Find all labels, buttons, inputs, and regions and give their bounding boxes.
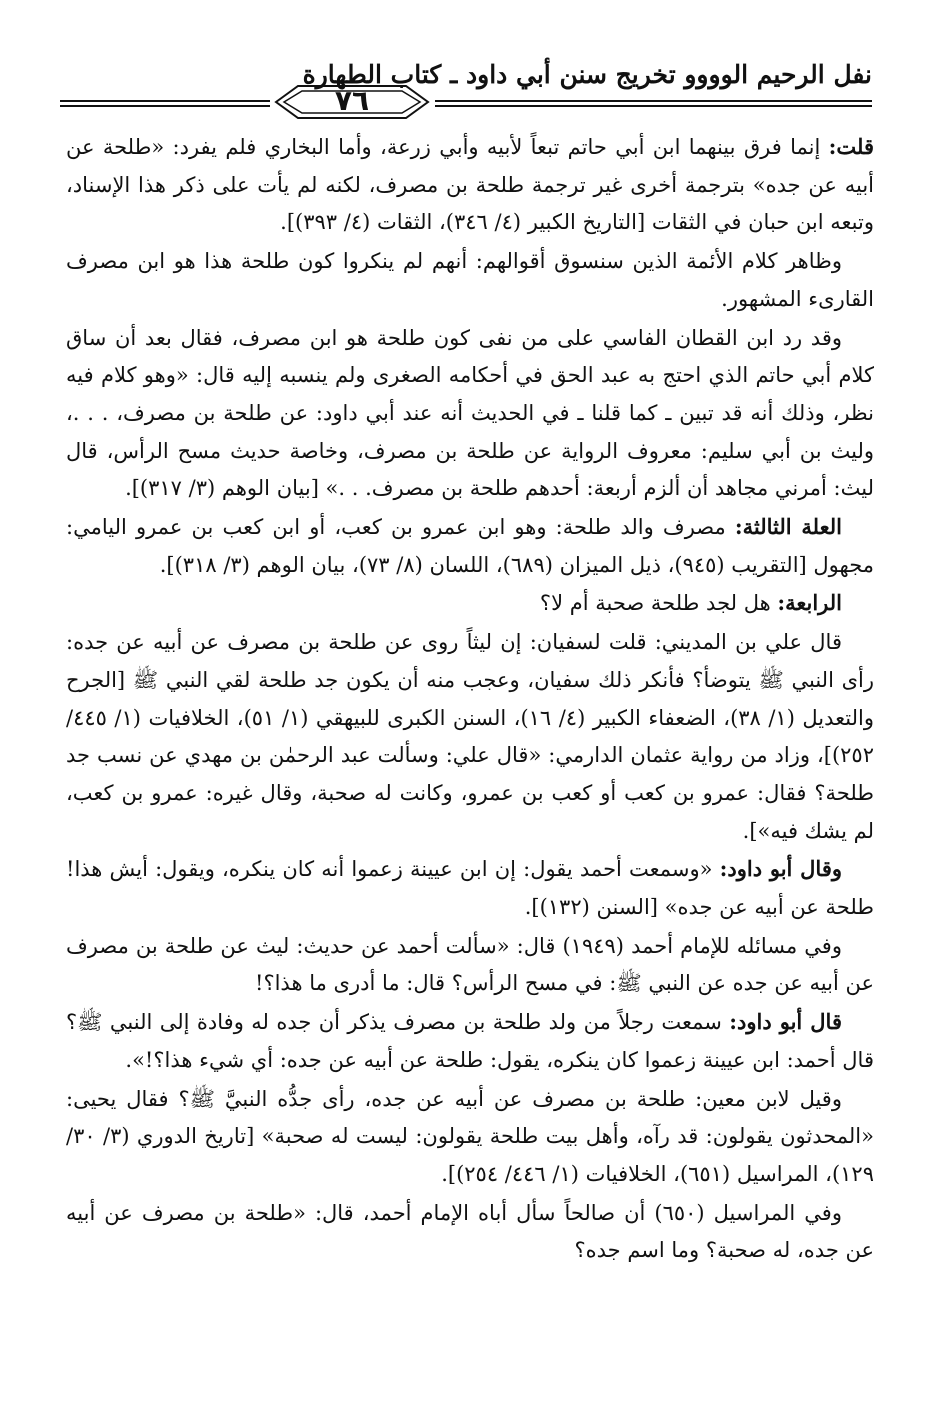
body-text [66, 128, 874, 1270]
paragraph-lead: وقال أبو داود: [719, 856, 842, 882]
paragraph [66, 1080, 874, 1194]
paragraph [66, 584, 874, 623]
page-number: ٧٦ [334, 84, 370, 117]
paragraph-text: «وسمعت أحمد يقول: إن ابن عيينة زعموا أنه كان ينكره، ويقول: أيش هذا! طلحة عن أبيه عن جده» [السنن (١٣٢)]. [66, 857, 874, 920]
paragraph [66, 927, 874, 1003]
paragraph-text: سمعت رجلاً من ولد طلحة بن مصرف يذكر أن جده له وفادة إلى النبي ﷺ؟ قال أحمد: ابن عيينة زعموا كان ينكره، يقول: طلحة عن أبيه عن جده: أي شيء هذا؟!». [66, 1010, 874, 1072]
paragraph-text: مصرف والد طلحة: وهو ابن عمرو بن كعب، أو ابن كعب بن عمرو اليامي: مجهول [التقريب (٩٤٥)، ذيل الميزان (٦٨٩)، اللسان (٨/ ٧٣)، بيان الوهم (٣/ ٣١٨)]. [66, 515, 874, 577]
paragraph [66, 319, 874, 509]
paragraph [66, 508, 874, 584]
paragraph-text: وظاهر كلام الأئمة الذين سنسوق أقوالهم: أنهم لم ينكروا كون طلحة هذا هو ابن مصرف القارىء المشهور. [66, 249, 874, 311]
page-header [60, 60, 872, 122]
paragraph-text: وقد رد ابن القطان الفاسي على من نفى كون طلحة هو ابن مصرف، فقال بعد أن ساق كلام أبي حاتم الذي احتج به عبد الحق في أحكامه الصغرى ولم ينسبه إليه قال: «وهو كلام فيه نظر، وذلك أنه قد تبين ـ كما قلنا ـ في الحديث أنه عند أبي داود: عن طلحة بن مصرف، . . .، وليث بن أبي سليم: معروف الرواية عن طلحة بن مصرف، وخاصة حديث مسح الرأس، قال ليث: أمرني مجاهد أن ألزم أربعة: أحدهم طلحة بن مصرف. . .» [بيان الوهم (٣/ ٣١٧)]. [66, 325, 874, 501]
paragraph [66, 242, 874, 318]
paragraph-text: وفي المراسيل (٦٥٠) أن صالحاً سأل أباه الإمام أحمد، قال: «طلحة بن مصرف عن أبيه عن جده، له صحبة؟ وما اسم جده؟ [66, 1200, 874, 1263]
paragraph-lead: قال أبو داود: [729, 1009, 842, 1035]
running-title: نفل الرحيم الوووو تخريج سنن أبي داود ـ كتاب الطهارة [302, 60, 872, 89]
paragraph-text: وفي مسائله للإمام أحمد (١٩٤٩) قال: «سألت أحمد عن حديث: ليث عن طلحة بن مصرف عن أبيه عن جده عن النبي ﷺ: في مسح الرأس؟ قال: ما أدرى ما هذا؟! [66, 933, 874, 996]
page-number-ornament [272, 82, 432, 122]
paragraph-text: قال علي بن المديني: قلت لسفيان: إن ليثاً روى عن طلحة بن مصرف عن أبيه عن جده: رأى النبي ﷺ يتوضأ؟ فأنكر ذلك سفيان، وعجب منه أن يكون جد طلحة لقي النبي ﷺ [الجرح والتعديل (١/ ٣٨)، الضعفاء الكبير (٤/ ١٦)، السنن الكبرى للبيهقي (١/ ٥١)، الخلافيات (١/ ٤٤٥/ ٢٥٢)]، وزاد من رواية عثمان الدارمي: «قال علي: وسألت عبد الرحمٰن بن مهدي عن نسب جد طلحة؟ فقال: عمرو بن كعب أو كعب بن عمرو، وكانت له صحبة، وقال غيره: عمرو بن كعب، لم يشك فيه»]. [66, 630, 874, 843]
paragraph-text: إنما فرق بينهما ابن أبي حاتم تبعاً لأبيه وأبي زرعة، وأما البخاري فلم يفرد: «طلحة عن أبيه عن جده» بترجمة أخرى غير ترجمة طلحة بن مصرف، لكنه لم يأت على ذكر هذا الإسناد، وتبعه ابن حبان في الثقات [التاريخ الكبير (٤/ ٣٤٦)، الثقات (٤/ ٣٩٣)]. [66, 135, 874, 235]
paragraph-lead: العلة الثالثة: [734, 514, 842, 540]
header-rule [60, 105, 270, 107]
paragraph [66, 1003, 874, 1079]
header-rule [435, 105, 872, 107]
paragraph-text: هل لجد طلحة صحبة أم لا؟ [539, 591, 778, 616]
header-rule [60, 100, 270, 102]
paragraph [66, 623, 874, 850]
paragraph [66, 1194, 874, 1270]
paragraph [66, 850, 874, 926]
paragraph [66, 128, 874, 242]
paragraph-lead: الرابعة: [777, 590, 842, 616]
header-rule [435, 100, 872, 102]
paragraph-lead: قلت: [828, 134, 874, 159]
paragraph-text: وقيل لابن معين: طلحة بن مصرف عن أبيه عن جده، رأى جدُّه النبيَّ ﷺ؟ فقال يحيى: «المحدثون يقولون: قد رآه، وأهل بيت طلحة يقولون: ليست له صحبة» [تاريخ الدوري (٣/ ٣٠/ ١٢٩)، المراسيل (٦٥١)، الخلافيات (١/ ٤٤٦/ ٢٥٤)]. [66, 1086, 874, 1186]
